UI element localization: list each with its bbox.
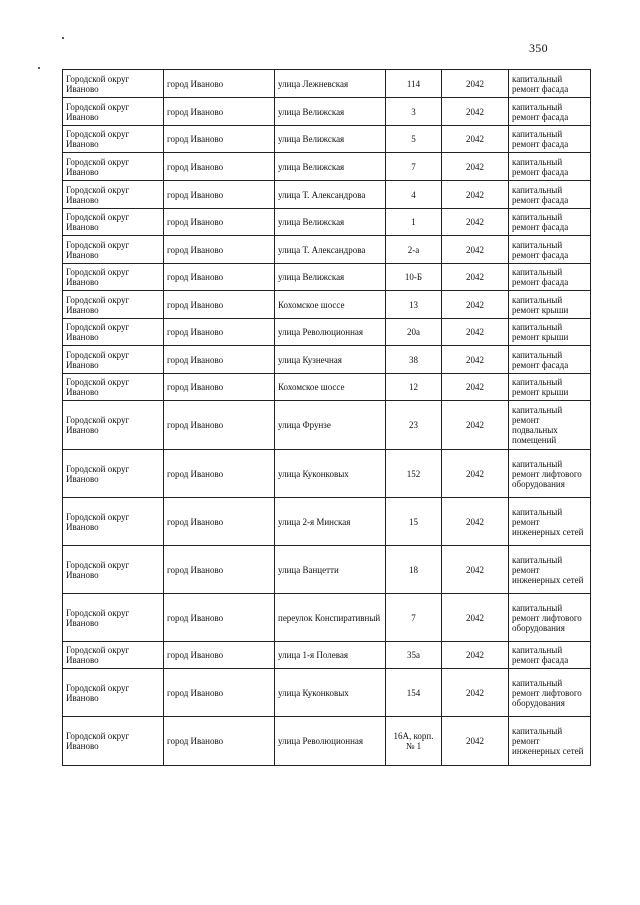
district-cell: Городской округ Иваново <box>63 126 164 153</box>
street-cell: улица Велижская <box>275 126 386 153</box>
district-cell: Городской округ Иваново <box>63 546 164 594</box>
house-number-cell: 154 <box>386 669 442 717</box>
table-row <box>63 498 591 546</box>
work-type-cell: капитальный ремонт фасада <box>509 264 591 291</box>
work-type-cell: капитальный ремонт фасада <box>509 642 591 669</box>
table-row <box>63 126 591 153</box>
district-cell: Городской округ Иваново <box>63 209 164 236</box>
work-type-cell: капитальный ремонт фасада <box>509 126 591 153</box>
city-cell: город Иваново <box>164 642 275 669</box>
house-number-cell: 7 <box>386 153 442 181</box>
district-cell: Городской округ Иваново <box>63 450 164 498</box>
table-row <box>63 642 591 669</box>
district-cell: Городской округ Иваново <box>63 70 164 98</box>
house-number-cell: 35а <box>386 642 442 669</box>
city-cell: город Иваново <box>164 153 275 181</box>
work-type-cell: капитальный ремонт инженерных сетей <box>509 546 591 594</box>
city-cell: город Иваново <box>164 209 275 236</box>
district-cell: Городской округ Иваново <box>63 374 164 401</box>
year-cell: 2042 <box>442 450 509 498</box>
year-cell: 2042 <box>442 236 509 264</box>
city-cell: город Иваново <box>164 450 275 498</box>
city-cell: город Иваново <box>164 594 275 642</box>
year-cell: 2042 <box>442 291 509 319</box>
work-type-cell: капитальный ремонт лифтового оборудования <box>509 594 591 642</box>
table-row <box>63 401 591 450</box>
year-cell: 2042 <box>442 70 509 98</box>
city-cell: город Иваново <box>164 546 275 594</box>
table-row <box>63 98 591 126</box>
work-type-cell: капитальный ремонт крыши <box>509 319 591 346</box>
house-number-cell: 13 <box>386 291 442 319</box>
city-cell: город Иваново <box>164 126 275 153</box>
table-row <box>63 70 591 98</box>
city-cell: город Иваново <box>164 346 275 374</box>
district-cell: Городской округ Иваново <box>63 346 164 374</box>
street-cell: улица 1-я Полевая <box>275 642 386 669</box>
page-number: 350 <box>529 41 548 55</box>
house-number-cell: 38 <box>386 346 442 374</box>
year-cell: 2042 <box>442 546 509 594</box>
table-row <box>63 346 591 374</box>
district-cell: Городской округ Иваново <box>63 642 164 669</box>
year-cell: 2042 <box>442 209 509 236</box>
table-row <box>63 319 591 346</box>
house-number-cell: 16А, корп. № 1 <box>386 717 442 766</box>
year-cell: 2042 <box>442 642 509 669</box>
year-cell: 2042 <box>442 319 509 346</box>
street-cell: улица Лежневская <box>275 70 386 98</box>
street-cell: улица Т. Александрова <box>275 181 386 209</box>
district-cell: Городской округ Иваново <box>63 717 164 766</box>
street-cell: переулок Конспиративный <box>275 594 386 642</box>
district-cell: Городской округ Иваново <box>63 264 164 291</box>
city-cell: город Иваново <box>164 498 275 546</box>
table-row <box>63 546 591 594</box>
table-row <box>63 291 591 319</box>
scan-speck <box>62 37 64 39</box>
district-cell: Городской округ Иваново <box>63 669 164 717</box>
district-cell: Городской округ Иваново <box>63 236 164 264</box>
year-cell: 2042 <box>442 498 509 546</box>
city-cell: город Иваново <box>164 669 275 717</box>
street-cell: улица Куконковых <box>275 669 386 717</box>
house-number-cell: 3 <box>386 98 442 126</box>
house-number-cell: 4 <box>386 181 442 209</box>
scan-speck <box>38 67 40 69</box>
city-cell: город Иваново <box>164 236 275 264</box>
city-cell: город Иваново <box>164 291 275 319</box>
house-number-cell: 10-Б <box>386 264 442 291</box>
city-cell: город Иваново <box>164 98 275 126</box>
work-type-cell: капитальный ремонт фасада <box>509 153 591 181</box>
year-cell: 2042 <box>442 346 509 374</box>
work-type-cell: капитальный ремонт инженерных сетей <box>509 498 591 546</box>
year-cell: 2042 <box>442 264 509 291</box>
district-cell: Городской округ Иваново <box>63 291 164 319</box>
year-cell: 2042 <box>442 717 509 766</box>
house-number-cell: 7 <box>386 594 442 642</box>
city-cell: город Иваново <box>164 374 275 401</box>
district-cell: Городской округ Иваново <box>63 181 164 209</box>
street-cell: улица Велижская <box>275 264 386 291</box>
city-cell: город Иваново <box>164 181 275 209</box>
city-cell: город Иваново <box>164 401 275 450</box>
work-type-cell: капитальный ремонт инженерных сетей <box>509 717 591 766</box>
district-cell: Городской округ Иваново <box>63 153 164 181</box>
work-type-cell: капитальный ремонт фасада <box>509 181 591 209</box>
city-cell: город Иваново <box>164 319 275 346</box>
table-row <box>63 153 591 181</box>
year-cell: 2042 <box>442 181 509 209</box>
work-type-cell: капитальный ремонт фасада <box>509 346 591 374</box>
table-row <box>63 236 591 264</box>
work-type-cell: капитальный ремонт крыши <box>509 291 591 319</box>
city-cell: город Иваново <box>164 70 275 98</box>
work-type-cell: капитальный ремонт фасада <box>509 209 591 236</box>
work-type-cell: капитальный ремонт фасада <box>509 70 591 98</box>
street-cell: улица Революционная <box>275 717 386 766</box>
house-number-cell: 15 <box>386 498 442 546</box>
city-cell: город Иваново <box>164 264 275 291</box>
house-number-cell: 20а <box>386 319 442 346</box>
table-row <box>63 717 591 766</box>
house-number-cell: 152 <box>386 450 442 498</box>
work-type-cell: капитальный ремонт крыши <box>509 374 591 401</box>
street-cell: улица Велижская <box>275 98 386 126</box>
street-cell: улица Фрунзе <box>275 401 386 450</box>
year-cell: 2042 <box>442 98 509 126</box>
house-number-cell: 114 <box>386 70 442 98</box>
house-number-cell: 18 <box>386 546 442 594</box>
table-body <box>63 70 591 766</box>
district-cell: Городской округ Иваново <box>63 319 164 346</box>
street-cell: улица Велижская <box>275 209 386 236</box>
year-cell: 2042 <box>442 126 509 153</box>
table-row <box>63 669 591 717</box>
work-type-cell: капитальный ремонт подвальных помещений <box>509 401 591 450</box>
district-cell: Городской округ Иваново <box>63 498 164 546</box>
street-cell: улица Велижская <box>275 153 386 181</box>
street-cell: Кохомское шоссе <box>275 291 386 319</box>
work-type-cell: капитальный ремонт фасада <box>509 236 591 264</box>
table-row <box>63 450 591 498</box>
year-cell: 2042 <box>442 153 509 181</box>
table-row <box>63 594 591 642</box>
house-number-cell: 12 <box>386 374 442 401</box>
table-row <box>63 264 591 291</box>
year-cell: 2042 <box>442 669 509 717</box>
table-row <box>63 181 591 209</box>
year-cell: 2042 <box>442 401 509 450</box>
house-number-cell: 5 <box>386 126 442 153</box>
street-cell: улица 2-я Минская <box>275 498 386 546</box>
year-cell: 2042 <box>442 374 509 401</box>
housing-repair-table <box>62 69 591 766</box>
table-row <box>63 209 591 236</box>
city-cell: город Иваново <box>164 717 275 766</box>
year-cell: 2042 <box>442 594 509 642</box>
work-type-cell: капитальный ремонт фасада <box>509 98 591 126</box>
street-cell: Кохомское шоссе <box>275 374 386 401</box>
street-cell: улица Кузнечная <box>275 346 386 374</box>
district-cell: Городской округ Иваново <box>63 98 164 126</box>
street-cell: улица Куконковых <box>275 450 386 498</box>
district-cell: Городской округ Иваново <box>63 401 164 450</box>
district-cell: Городской округ Иваново <box>63 594 164 642</box>
work-type-cell: капитальный ремонт лифтового оборудования <box>509 450 591 498</box>
street-cell: улица Т. Александрова <box>275 236 386 264</box>
table-row <box>63 374 591 401</box>
house-number-cell: 1 <box>386 209 442 236</box>
house-number-cell: 2-а <box>386 236 442 264</box>
street-cell: улица Революционная <box>275 319 386 346</box>
house-number-cell: 23 <box>386 401 442 450</box>
work-type-cell: капитальный ремонт лифтового оборудования <box>509 669 591 717</box>
street-cell: улица Ванцетти <box>275 546 386 594</box>
